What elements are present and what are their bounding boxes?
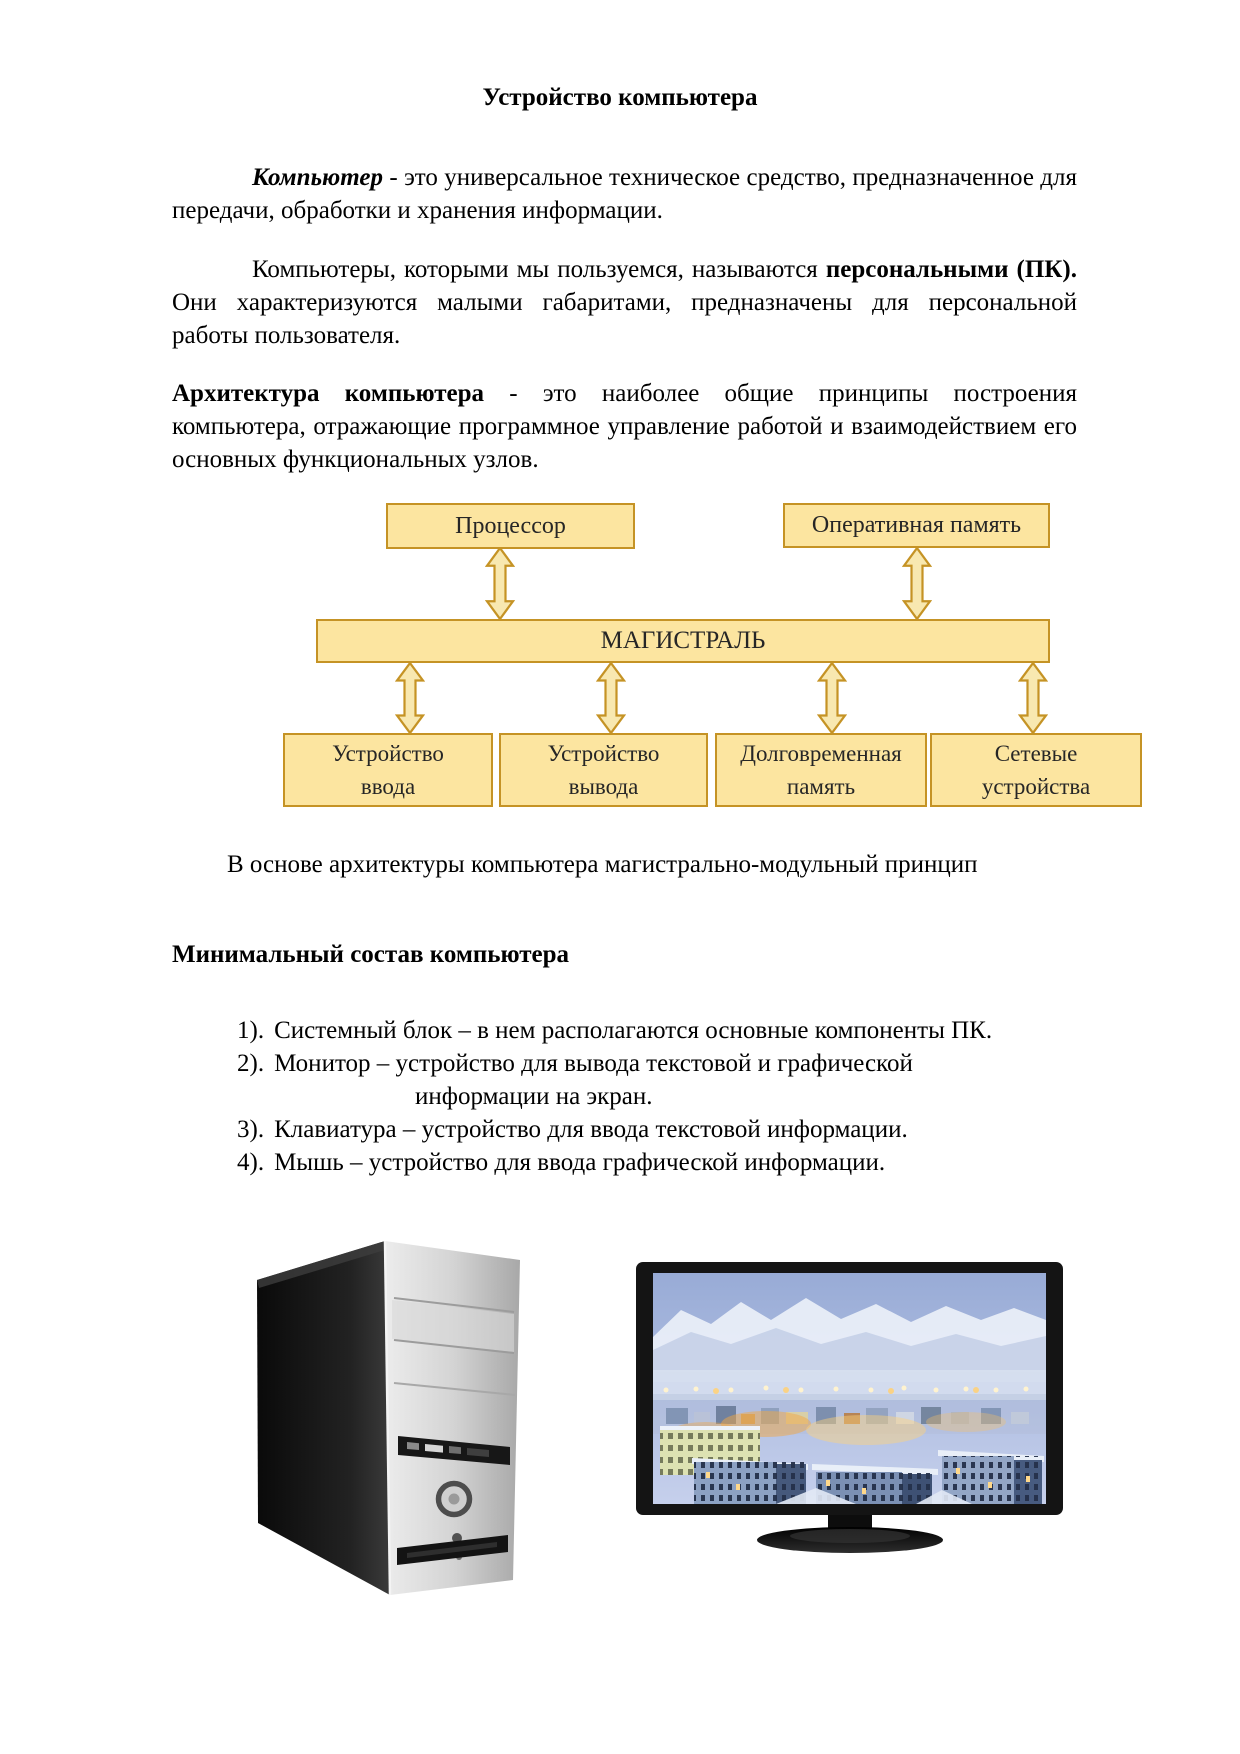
list-item — [237, 1113, 1080, 1146]
power-button-icon — [439, 1484, 470, 1515]
term-computer: Компьютер — [252, 164, 383, 191]
diagram-box-longterm-memory — [715, 733, 927, 807]
section-heading-min-config: Минимальный состав компьютера — [172, 941, 570, 968]
diagram-box-bus — [316, 619, 1050, 663]
monitor-stand — [757, 1515, 943, 1553]
computer-parts-list — [237, 1014, 1080, 1179]
list-item — [237, 1146, 1080, 1179]
double-arrow-icon — [485, 547, 515, 620]
list-item-number: 2). — [237, 1050, 265, 1077]
diagram-label-output-line2: вывода — [568, 774, 639, 799]
tower-side-panel — [257, 1241, 390, 1595]
paragraph-pc-pre: Компьютеры, которыми мы пользуемся, называются — [252, 256, 826, 283]
paragraph-architecture — [172, 377, 1077, 476]
paragraph-personal-computers — [172, 253, 1077, 352]
list-item — [237, 1047, 1080, 1080]
page-title: Устройство компьютера — [482, 84, 758, 111]
paragraph-computer-definition-text: - это универсальное техническое средство, предназначенное для передачи, обработки и хранения информации. — [172, 164, 1077, 224]
list-item — [237, 1014, 1080, 1047]
diagram-box-network-devices — [930, 733, 1142, 807]
diagram-label-output-line1: Устройство — [547, 741, 660, 766]
list-item-number: 3). — [237, 1116, 265, 1143]
monitor-screen — [653, 1273, 1046, 1504]
diagram-label-storage-line2: память — [786, 774, 856, 799]
list-item-number: 4). — [237, 1149, 265, 1176]
list-item-text: Мышь – устройство для ввода графической информации. — [274, 1149, 886, 1176]
paragraph-architecture-text: - это наиболее общие принципы построения компьютера, отражающие программное управление работой и взаимодействием его основных функциональных узлов. — [172, 380, 1077, 473]
diagram-box-processor — [386, 503, 635, 549]
list-item-text: Монитор – устройство для вывода текстовой и графической — [274, 1050, 913, 1077]
list-item-text: Клавиатура – устройство для ввода текстовой информации. — [274, 1116, 908, 1143]
diagram-box-ram — [783, 503, 1050, 548]
term-personal-pc: персональными (ПК). — [825, 256, 1078, 283]
paragraph-pc-post: Они характеризуются малыми габаритами, предназначены для персональной работы пользователя. — [172, 289, 1077, 349]
list-item-text: Системный блок – в нем располагаются основные компоненты ПК. — [274, 1017, 993, 1044]
diagram-label-bus: МАГИСТРАЛЬ — [600, 627, 766, 654]
diagram-label-input-line1: Устройство — [332, 741, 444, 766]
diagram-label-network-line2: устройства — [981, 774, 1091, 799]
diagram-label-ram: Оперативная память — [811, 512, 1022, 538]
diagram-box-output-device — [499, 733, 708, 807]
diagram-label-storage-line1: Долговременная — [740, 741, 902, 766]
diagram-box-input-device — [283, 733, 493, 807]
double-arrow-icon — [596, 662, 626, 734]
system-unit-image — [257, 1240, 520, 1597]
diagram-label-input-line2: ввода — [360, 774, 416, 799]
double-arrow-icon — [817, 662, 847, 734]
term-architecture: Архитектура компьютера — [172, 380, 485, 407]
list-item-continuation: информации на экран. — [415, 1083, 653, 1110]
diagram-note: В основе архитектуры компьютера магистрально-модульный принцип — [227, 851, 978, 878]
paragraph-computer-definition — [172, 161, 1077, 227]
diagram-label-network-line1: Сетевые — [994, 741, 1078, 766]
diagram-label-processor: Процессор — [455, 512, 566, 539]
double-arrow-icon — [1018, 662, 1048, 734]
double-arrow-icon — [902, 547, 932, 620]
double-arrow-icon — [395, 662, 425, 734]
monitor-image — [636, 1262, 1063, 1554]
list-item-number: 1). — [237, 1017, 265, 1044]
